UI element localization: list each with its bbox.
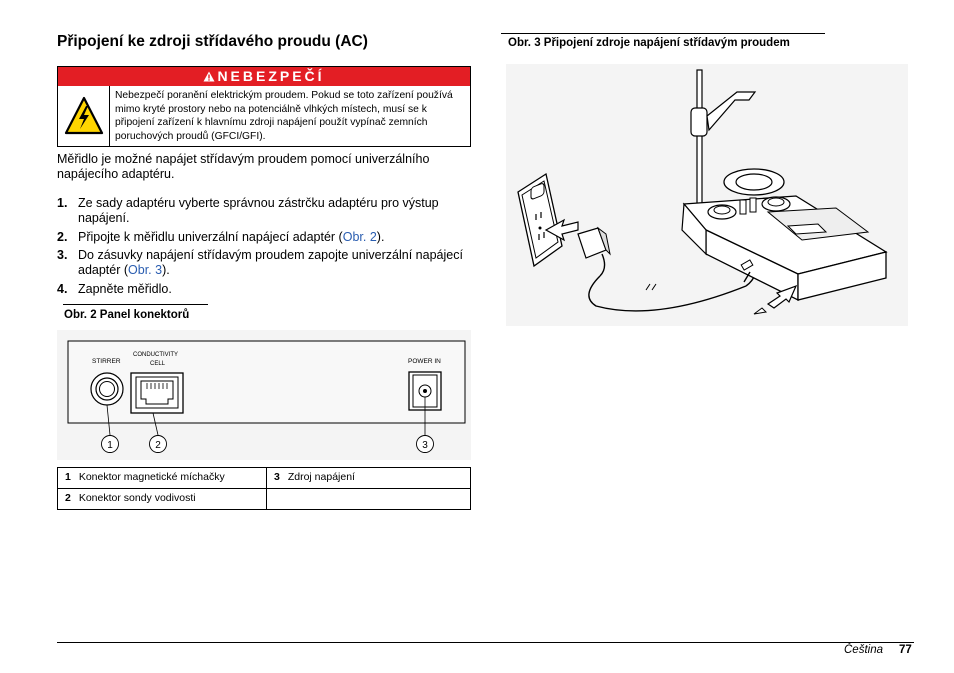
legend-cell xyxy=(267,468,471,489)
conductivity-label-2: CELL xyxy=(150,361,166,367)
step-text: Zapněte měřidlo. xyxy=(78,281,172,296)
danger-text: Nebezpečí poranění elektrickým proudem. Pokud se toto zařízení používá mimo kryté prostory nebo na potenciálně vlhkých místech, musí se k připojení zařízení k hlavnímu zdroji napájení použít vypínač zemních poruchových proudů (GFCI/GFI). xyxy=(115,90,453,142)
legend-label: Konektor sondy vodivosti xyxy=(78,492,196,504)
legend-cell xyxy=(58,468,267,489)
danger-header-label: NEBEZPEČÍ xyxy=(217,68,325,84)
power-label: POWER IN xyxy=(408,358,441,365)
steps-list xyxy=(57,196,467,301)
legend-cell xyxy=(267,489,471,510)
page-number: 77 xyxy=(899,644,912,656)
callout-3-label: 3 xyxy=(422,440,428,451)
legend-cell xyxy=(58,489,267,510)
figure-3-rule xyxy=(501,33,825,34)
table-row xyxy=(58,489,471,510)
legend-label: Konektor magnetické míchačky xyxy=(78,471,225,483)
step-item xyxy=(57,248,467,278)
callout-2 xyxy=(150,436,167,453)
legend-number: 2 xyxy=(65,492,71,504)
legend-number: 1 xyxy=(65,471,71,483)
section-title: Připojení ke zdroji střídavého proudu (AC) xyxy=(57,33,368,50)
legend-label: Zdroj napájení xyxy=(287,471,355,483)
electric-shock-icon xyxy=(58,86,110,146)
figure-2-link[interactable]: Obr. 2 xyxy=(342,229,377,244)
stirrer-label: STIRRER xyxy=(92,358,121,365)
step-item xyxy=(57,282,467,297)
step-number: 2. xyxy=(57,229,68,244)
panel-outline xyxy=(68,341,465,423)
conductivity-label-1: CONDUCTIVITY xyxy=(133,352,178,358)
callout-2-label: 2 xyxy=(155,440,161,451)
step-item xyxy=(57,230,467,245)
callout-1-label: 1 xyxy=(107,440,113,451)
warning-triangle-icon xyxy=(203,71,215,82)
step-text: Do zásuvky napájení střídavým proudem zapojte univerzální napájecí adaptér ( xyxy=(78,248,463,278)
step-number: 4. xyxy=(57,281,68,296)
footer-language: Čeština xyxy=(844,644,883,656)
step-item xyxy=(57,196,467,226)
step-text-end: ). xyxy=(376,229,385,244)
figure-3-link[interactable]: Obr. 3 xyxy=(128,263,163,278)
connector-panel-figure xyxy=(57,330,471,460)
conductivity-connector xyxy=(131,373,183,413)
ac-connection-figure xyxy=(506,64,908,326)
table-row xyxy=(58,468,471,489)
step-text: Připojte k měřidlu univerzální napájecí adaptér ( xyxy=(78,229,343,244)
step-text: Ze sady adaptéru vyberte správnou zástrčku adaptéru pro výstup napájení. xyxy=(78,196,439,225)
figure-2-caption: Obr. 2 Panel konektorů xyxy=(64,309,190,321)
danger-icon-cell xyxy=(58,86,110,146)
step-number: 1. xyxy=(57,196,68,210)
figure-2-rule xyxy=(63,304,208,305)
legend-number: 3 xyxy=(274,471,280,483)
step-text-end: ). xyxy=(162,263,170,278)
footer-rule xyxy=(57,642,914,643)
intro-paragraph: Měřidlo je možné napájet střídavým proudem pomocí univerzálního napájecího adaptéru. xyxy=(57,152,430,181)
figure-2-legend xyxy=(57,467,471,510)
stirrer-connector xyxy=(91,373,123,405)
danger-notice xyxy=(57,66,471,147)
figure-3-caption: Obr. 3 Připojení zdroje napájení střídavým proudem xyxy=(508,37,790,49)
danger-header xyxy=(58,67,470,86)
callout-3 xyxy=(417,436,434,453)
callout-1 xyxy=(102,436,119,453)
step-number: 3. xyxy=(57,248,68,263)
